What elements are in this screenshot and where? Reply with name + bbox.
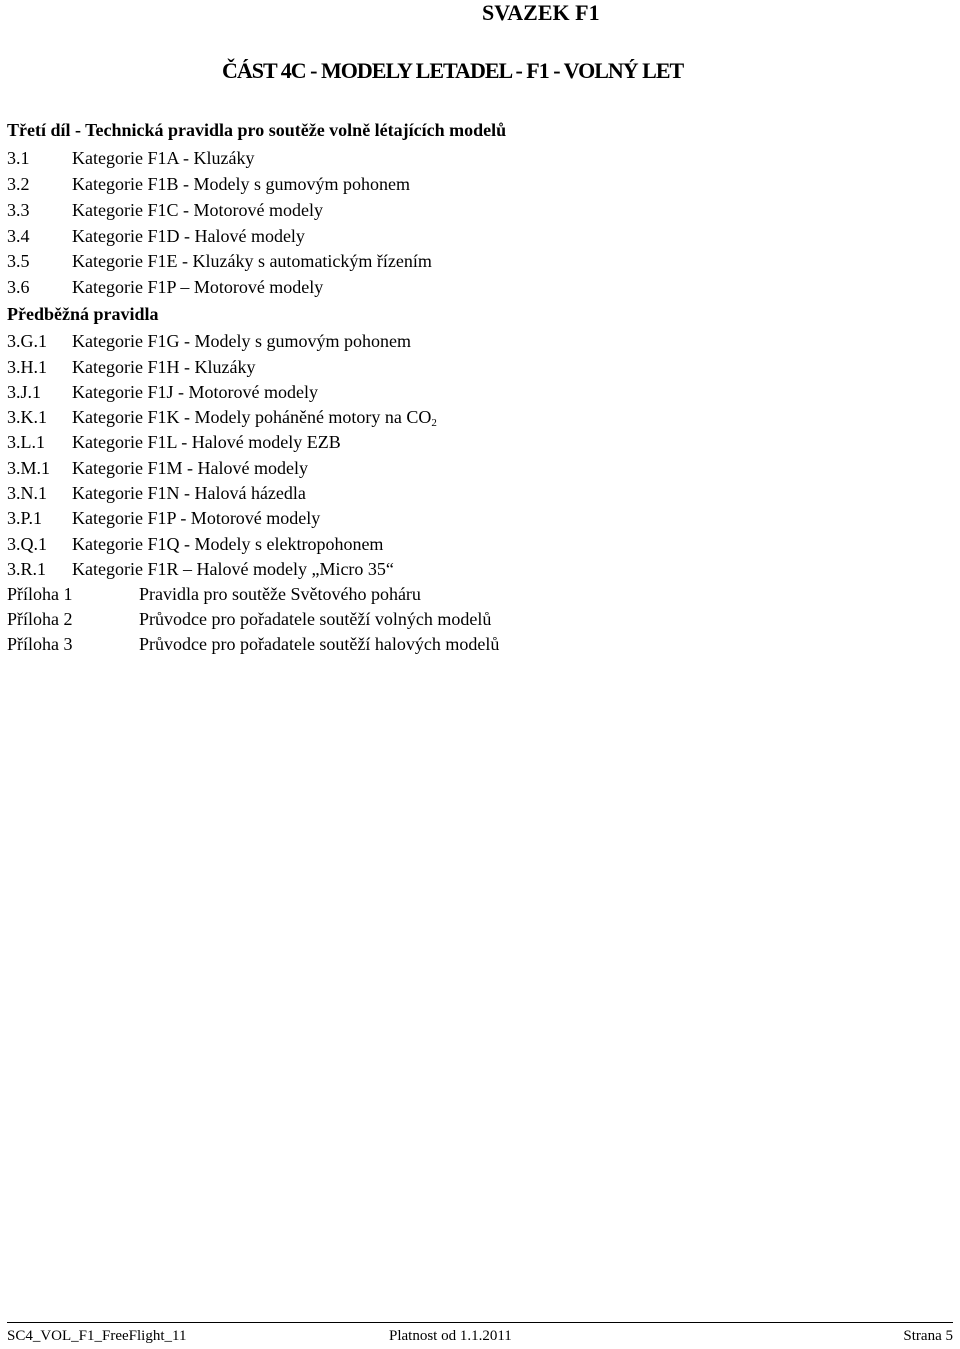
toc-label-text: Kategorie F1K - Modely poháněné motory na CO — [72, 407, 432, 427]
toc-label: Kategorie F1P – Motorové modely — [72, 277, 324, 297]
appendix-number: Příloha 2 — [7, 609, 73, 629]
toc-label: Kategorie F1H - Kluzáky — [72, 357, 256, 377]
appendix-label: Pravidla pro soutěže Světového poháru — [139, 584, 421, 604]
toc-label: Kategorie F1J - Motorové modely — [72, 382, 318, 402]
toc-label: Kategorie F1A - Kluzáky — [72, 148, 255, 168]
section-heading: Třetí díl - Technická pravidla pro soutěže volně létajících modelů — [7, 120, 507, 140]
toc-number: 3.N.1 — [7, 483, 47, 503]
toc-number: 3.H.1 — [7, 357, 47, 377]
subscript: 2 — [431, 417, 437, 429]
toc-label: Kategorie F1D - Halové modely — [72, 226, 305, 246]
toc-number: 3.6 — [7, 277, 30, 297]
toc-number: 3.L.1 — [7, 432, 45, 452]
footer-document-id: SC4_VOL_F1_FreeFlight_11 — [7, 1328, 187, 1344]
footer-page-number: Strana 5 — [903, 1328, 953, 1344]
toc-label: Kategorie F1G - Modely s gumovým pohonem — [72, 331, 411, 351]
toc-label: Kategorie F1E - Kluzáky s automatickým řízením — [72, 251, 432, 271]
appendix-label: Průvodce pro pořadatele soutěží volných modelů — [139, 609, 492, 629]
toc-number: 3.Q.1 — [7, 534, 47, 554]
document-title: SVAZEK F1 — [482, 0, 600, 25]
toc-number: 3.3 — [7, 200, 30, 220]
toc-number: 3.G.1 — [7, 331, 47, 351]
toc-number: 3.J.1 — [7, 382, 42, 402]
toc-number: 3.K.1 — [7, 407, 47, 427]
toc-label: Kategorie F1P - Motorové modely — [72, 508, 321, 528]
toc-number: 3.M.1 — [7, 458, 51, 478]
toc-label: Kategorie F1Q - Modely s elektropohonem — [72, 534, 384, 554]
provisional-heading: Předběžná pravidla — [7, 304, 159, 324]
toc-number: 3.5 — [7, 251, 30, 271]
toc-label: Kategorie F1N - Halová házedla — [72, 483, 306, 503]
toc-label: Kategorie F1B - Modely s gumovým pohonem — [72, 174, 410, 194]
footer-validity: Platnost od 1.1.2011 — [389, 1328, 512, 1344]
toc-label: Kategorie F1M - Halové modely — [72, 458, 308, 478]
toc-number: 3.2 — [7, 174, 30, 194]
appendix-number: Příloha 3 — [7, 634, 73, 654]
toc-number: 3.4 — [7, 226, 30, 246]
page-footer — [7, 1322, 953, 1347]
appendix-number: Příloha 1 — [7, 584, 73, 604]
toc-number: 3.R.1 — [7, 559, 47, 579]
toc-label: Kategorie F1R – Halové modely „Micro 35“ — [72, 559, 394, 579]
toc-number: 3.P.1 — [7, 508, 43, 528]
toc-label: Kategorie F1L - Halové modely EZB — [72, 432, 341, 452]
part-title: ČÁST 4C - MODELY LETADEL - F1 - VOLNÝ LET — [222, 58, 684, 83]
appendix-label: Průvodce pro pořadatele soutěží halových modelů — [139, 634, 500, 654]
toc-number: 3.1 — [7, 148, 30, 168]
toc-label: Kategorie F1C - Motorové modely — [72, 200, 323, 220]
